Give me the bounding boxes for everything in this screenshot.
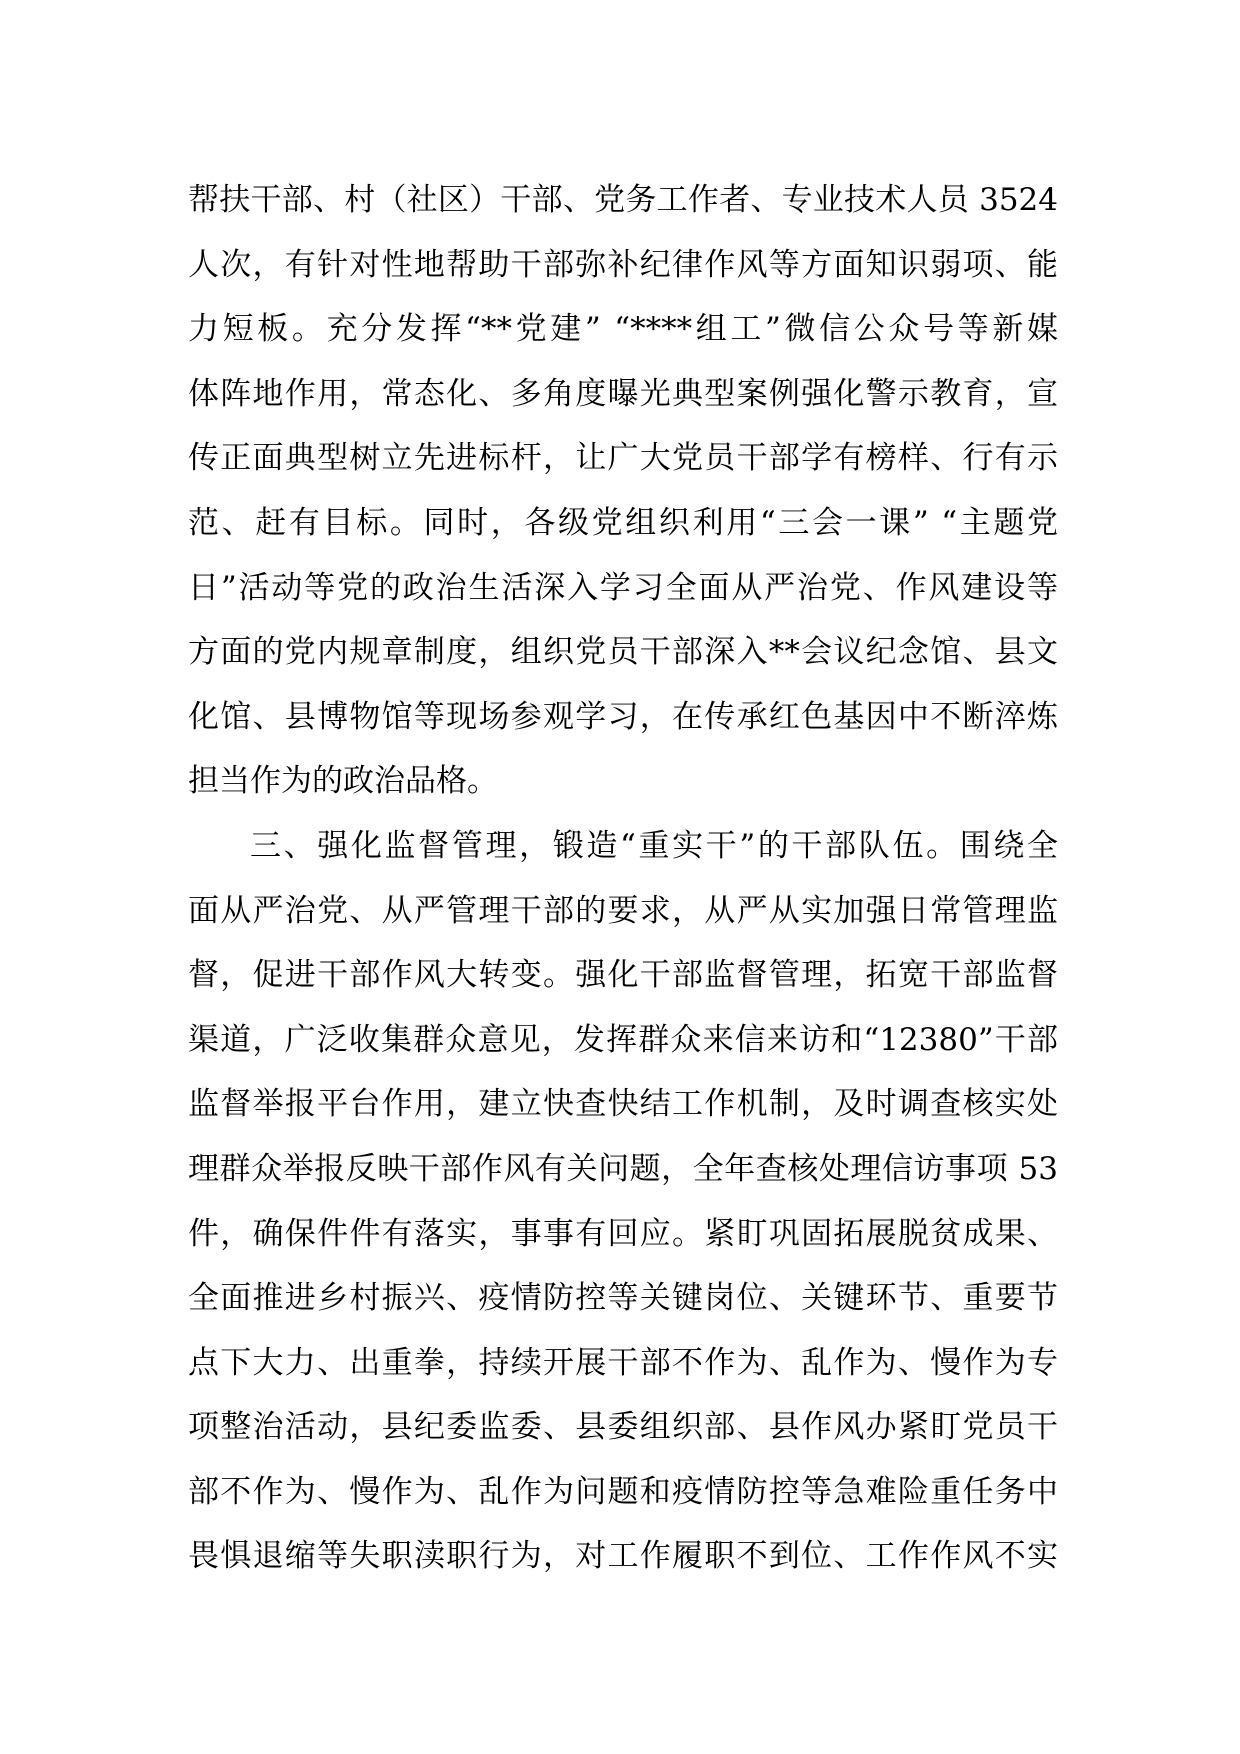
text-line: 传正面典型树立先进标杆，让广大党员干部学有榜样、行有示 <box>188 440 1058 477</box>
body-text <box>188 168 1058 1589</box>
text-line: 力短板。充分发挥“**党建” “****组工”微信公众号等新媒 <box>188 311 1058 348</box>
text-line: 畏惧退缩等失职渎职行为，对工作履职不到位、工作作风不实 <box>188 1538 1058 1575</box>
text-line: 担当作为的政治品格。 <box>188 763 498 800</box>
text-line: 范、赶有目标。同时，各级党组织利用“三会一课” “主题党 <box>188 504 1058 541</box>
text-line: 监督举报平台作用，建立快查快结工作机制，及时调查核实处 <box>188 1086 1058 1123</box>
text-line: 人次，有针对性地帮助干部弥补纪律作风等方面知识弱项、能 <box>188 246 1058 283</box>
text-line: 点下大力、出重拳，持续开展干部不作为、乱作为、慢作为专 <box>188 1344 1058 1381</box>
text-line: 面从严治党、从严管理干部的要求，从严从实加强日常管理监 <box>188 892 1058 929</box>
text-line: 项整治活动，县纪委监委、县委组织部、县作风办紧盯党员干 <box>188 1409 1058 1446</box>
text-line: 渠道，广泛收集群众意见，发挥群众来信来访和“12380”干部 <box>188 1021 1058 1058</box>
section-heading-line: 三、强化监督管理，锻造“重实干”的干部队伍。围绕全 <box>250 827 1058 864</box>
text-line: 理群众举报反映干部作风有关问题，全年查核处理信访事项 53 <box>188 1150 1058 1187</box>
text-line: 化馆、县博物馆等现场参观学习，在传承红色基因中不断淬炼 <box>188 698 1058 735</box>
text-line: 全面推进乡村振兴、疫情防控等关键岗位、关键环节、重要节 <box>188 1280 1058 1317</box>
text-line: 督，促进干部作风大转变。强化干部监督管理，拓宽干部监督 <box>188 957 1058 994</box>
text-line: 部不作为、慢作为、乱作为问题和疫情防控等急难险重任务中 <box>188 1473 1058 1510</box>
text-line: 体阵地作用，常态化、多角度曝光典型案例强化警示教育，宣 <box>188 375 1058 412</box>
text-line: 件，确保件件有落实，事事有回应。紧盯巩固拓展脱贫成果、 <box>188 1215 1058 1252</box>
text-line: 方面的党内规章制度，组织党员干部深入**会议纪念馆、县文 <box>188 634 1058 671</box>
text-line: 帮扶干部、村（社区）干部、党务工作者、专业技术人员 3524 <box>188 182 1058 218</box>
text-line: 日”活动等党的政治生活深入学习全面从严治党、作风建设等 <box>188 569 1058 606</box>
